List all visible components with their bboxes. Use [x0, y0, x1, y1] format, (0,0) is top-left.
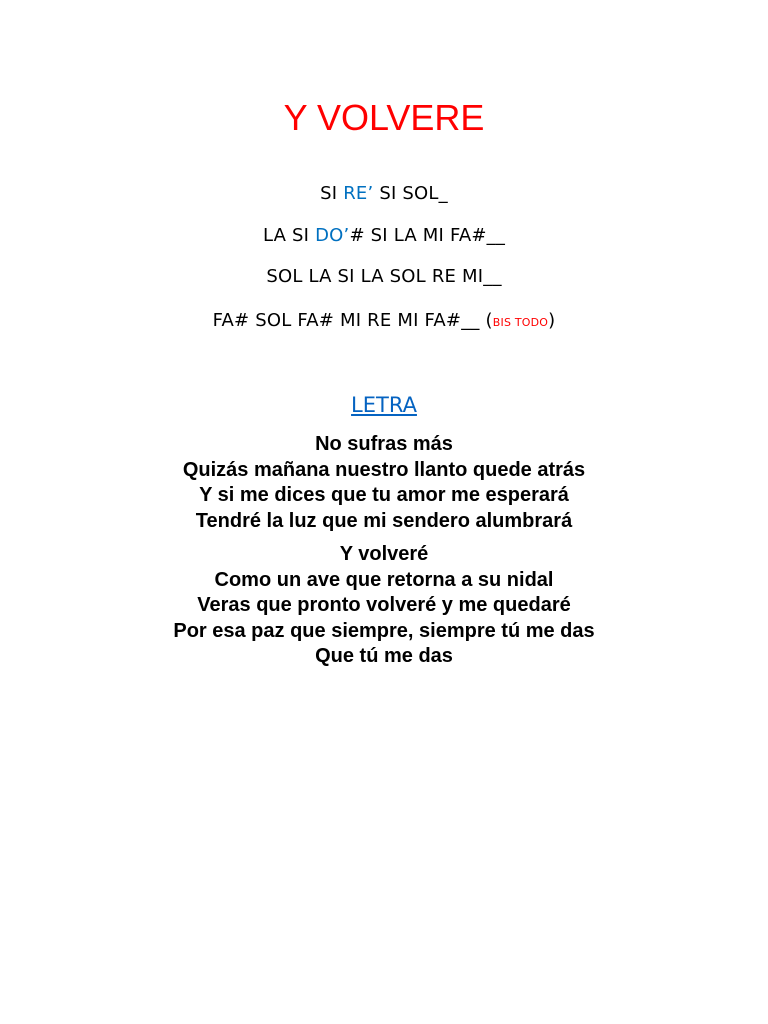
lyric-line: Quizás mañana nuestro llanto quede atrás — [182, 458, 586, 481]
notes-text: ) — [548, 310, 556, 331]
notes-text: # SI LA MI FA#__ — [349, 225, 506, 246]
lyric-line: Por esa paz que siempre, siempre tú me das — [173, 619, 595, 642]
lyric-line: Que tú me das — [315, 645, 453, 667]
lyric-line: No sufras más — [315, 433, 453, 455]
lyric-line: Y volveré — [339, 543, 429, 565]
notes-line-4 — [0, 308, 768, 336]
notes-line-2 — [0, 223, 768, 249]
bis-todo-note: BIS TODO — [492, 316, 549, 329]
notes-accent: DO’ — [315, 225, 350, 246]
notes-text: SI SOL_ — [373, 183, 448, 204]
lyrics-stanza-1 — [0, 432, 768, 534]
notes-text: LA SI — [262, 225, 316, 246]
notes-text: SI — [320, 183, 344, 204]
letra-link-row — [0, 390, 768, 420]
notes-line-1 — [0, 181, 768, 207]
lyrics-stanza-2 — [0, 542, 768, 670]
notes-text: FA# SOL FA# MI RE MI FA#__ ( — [212, 310, 493, 331]
notes-accent: RE’ — [343, 183, 374, 204]
notes-line-3: SOL LA SI LA SOL RE MI__ — [266, 266, 502, 287]
letra-link[interactable]: LETRA — [351, 393, 417, 417]
lyric-line: Como un ave que retorna a su nidal — [214, 568, 554, 591]
lyric-line: Veras que pronto volveré y me quedaré — [197, 594, 571, 616]
lyric-line: Tendré la luz que mi sendero alumbrará — [195, 509, 573, 532]
song-title: Y VOLVERE — [283, 97, 485, 138]
lyric-line: Y si me dices que tu amor me esperará — [199, 484, 569, 506]
